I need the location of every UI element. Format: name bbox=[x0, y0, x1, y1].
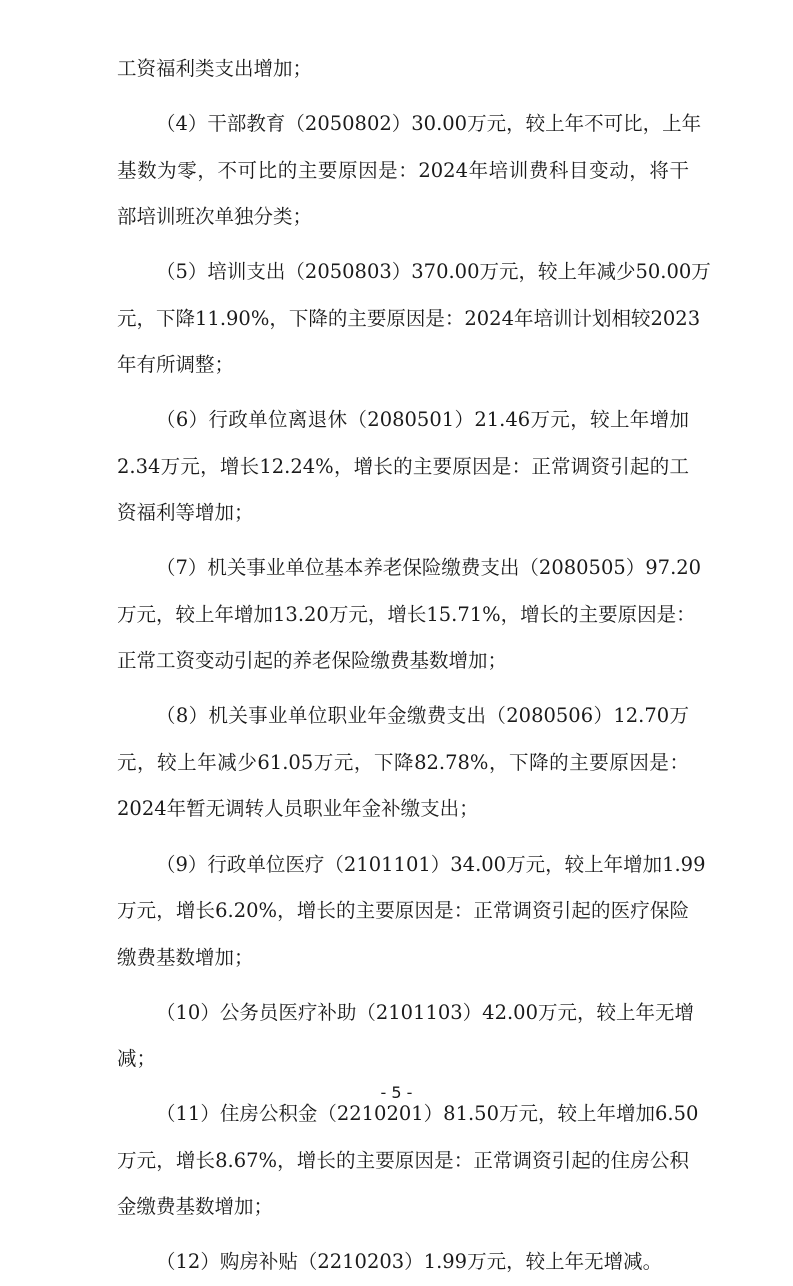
item-11-line-2: 万元，增长8.67%，增长的主要原因是：正常调资引起的住房公积 bbox=[117, 1148, 689, 1172]
item-5-line-1: （5）培训支出（2050803）370.00万元，较上年减少50.00万 bbox=[156, 260, 711, 284]
item-8-line-2: 元，较上年减少61.05万元，下降82.78%，下降的主要原因是： bbox=[117, 750, 689, 774]
item-4-line-1: （4）干部教育（2050802）30.00万元，较上年不可比，上年 bbox=[156, 112, 702, 136]
item-6-line-1: （6）行政单位离退休（2080501）21.46万元，较上年增加 bbox=[156, 408, 689, 432]
item-5-line-2: 元，下降11.90%，下降的主要原因是：2024年培训计划相较2023 bbox=[117, 306, 701, 330]
item-11-line-3: 金缴费基数增加； bbox=[117, 1195, 274, 1219]
item-10-line-1: （10）公务员医疗补助（2101103）42.00万元，较上年无增 bbox=[156, 1000, 694, 1024]
item-7-line-3: 正常工资变动引起的养老保险缴费基数增加； bbox=[117, 649, 508, 673]
item-12-line-1: （12）购房补贴（2210203）1.99万元，较上年无增减。 bbox=[156, 1250, 663, 1274]
item-6-line-3: 资福利等增加； bbox=[117, 501, 254, 525]
item-9-line-3: 缴费基数增加； bbox=[117, 945, 254, 969]
item-9-line-1: （9）行政单位医疗（2101101）34.00万元，较上年增加1.99 bbox=[156, 852, 706, 876]
item-6-line-2: 2.34万元，增长12.24%，增长的主要原因是：正常调资引起的工 bbox=[117, 454, 689, 478]
item-8-line-3: 2024年暂无调转人员职业年金补缴支出； bbox=[117, 797, 479, 821]
item-9-line-2: 万元，增长6.20%，增长的主要原因是：正常调资引起的医疗保险 bbox=[117, 899, 689, 923]
item-5-line-3: 年有所调整； bbox=[117, 353, 235, 377]
item-4-line-3: 部培训班次单独分类； bbox=[117, 205, 313, 229]
item-7-line-1: （7）机关事业单位基本养老保险缴费支出（2080505）97.20 bbox=[156, 556, 702, 580]
text-line: 工资福利类支出增加； bbox=[117, 57, 313, 80]
item-11-line-1: （11）住房公积金（2210201）81.50万元，较上年增加6.50 bbox=[156, 1102, 699, 1126]
item-7-line-2: 万元，较上年增加13.20万元，增长15.71%，增长的主要原因是： bbox=[117, 602, 696, 626]
item-8-line-1: （8）机关事业单位职业年金缴费支出（2080506）12.70万 bbox=[156, 704, 689, 728]
item-4-line-2: 基数为零，不可比的主要原因是：2024年培训费科目变动，将干 bbox=[117, 158, 689, 182]
page-number: - 5 - bbox=[380, 1083, 413, 1102]
item-10-line-2: 减； bbox=[117, 1047, 157, 1071]
